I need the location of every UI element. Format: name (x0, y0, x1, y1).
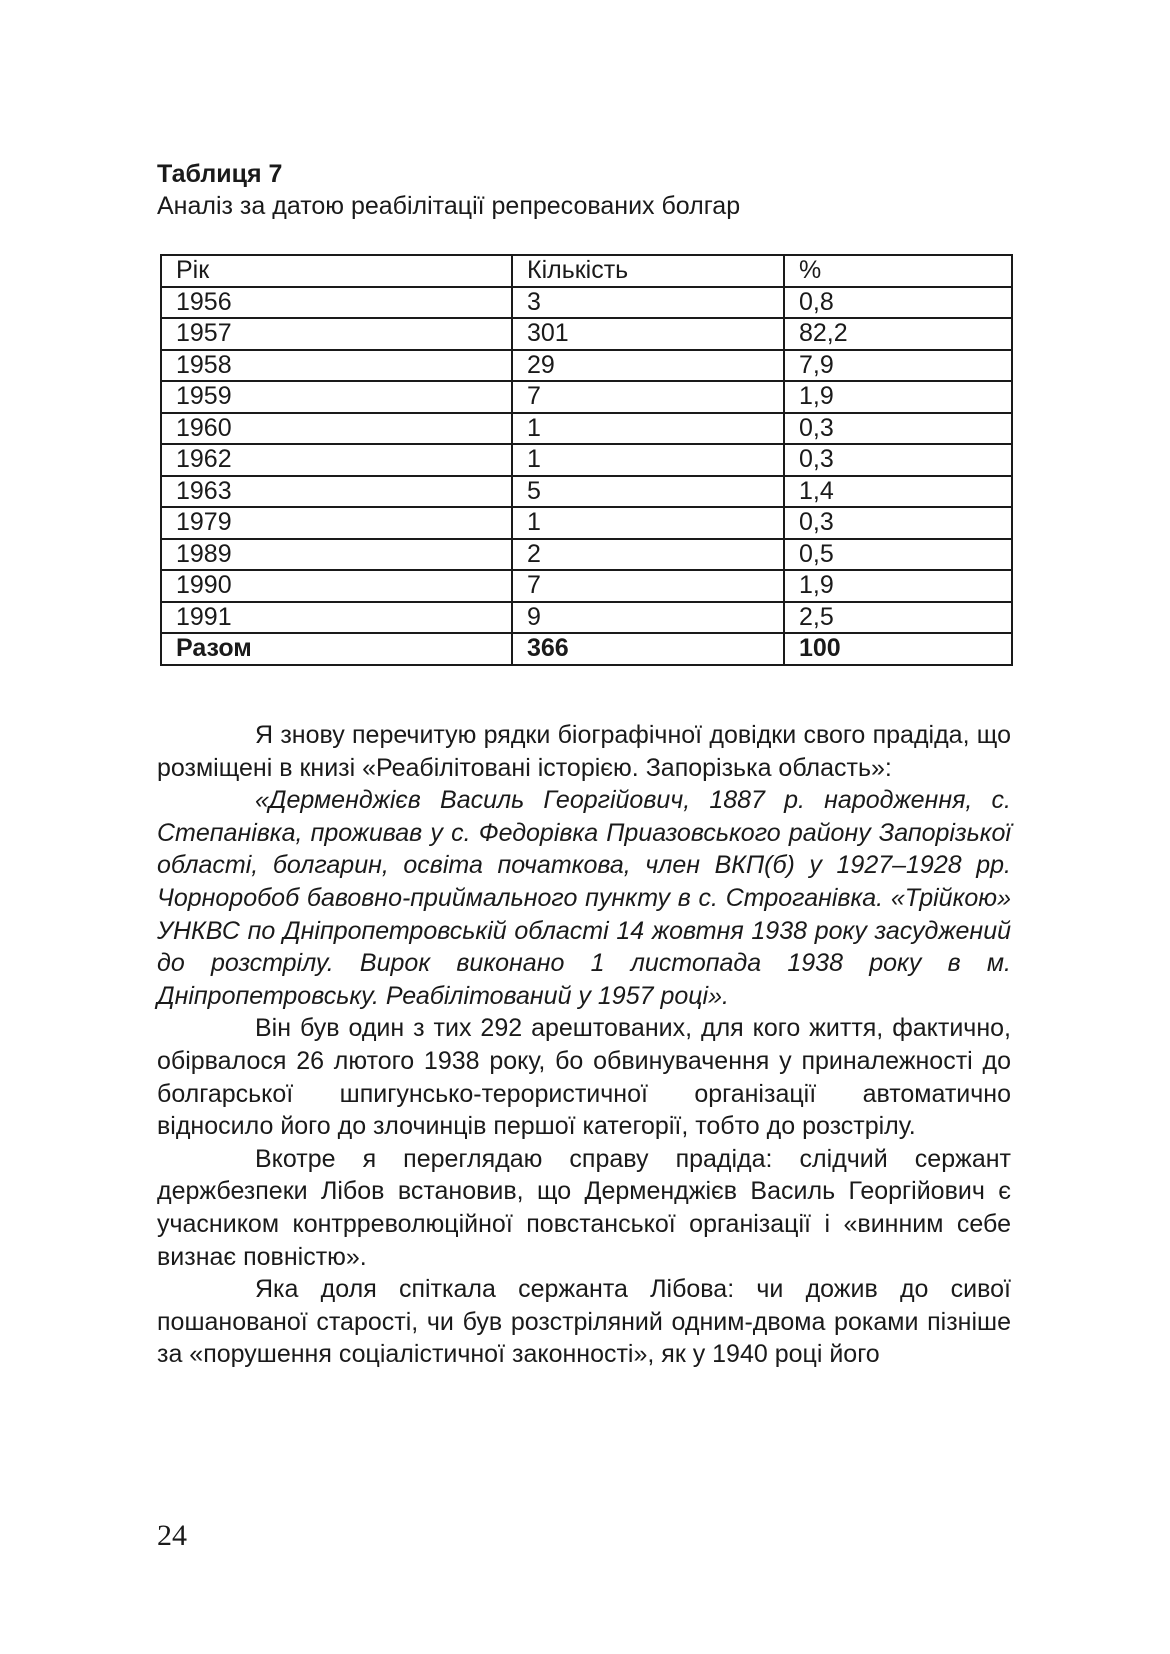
table-total-row (161, 633, 1012, 665)
table-caption: Аналіз за датою реабілітації репресованих болгар (157, 192, 741, 220)
count-cell: 5 (512, 476, 784, 508)
percent-cell: 82,2 (784, 318, 1012, 350)
paragraph: Він був один з тих 292 арештованих, для кого життя, фактично, обірвалося 26 лютого 1938 року, бо обвинувачення у приналежності до болгарської шпигунсько-терористичної організації автоматично відносило його до злочинців першої категорії, тобто до розстрілу. (157, 1014, 1011, 1141)
paragraph: Я знову перечитую рядки біографічної довідки свого прадіда, що розміщені в книзі «Реабілітовані історією. Запорізька область»: (157, 721, 1011, 782)
rehabilitation-table (160, 254, 1013, 666)
table-row (161, 287, 1012, 319)
year-cell: 1960 (161, 413, 512, 445)
count-cell: 3 (512, 287, 784, 319)
year-cell: 1959 (161, 381, 512, 413)
year-cell: 1990 (161, 570, 512, 602)
percent-cell: 0,8 (784, 287, 1012, 319)
table-row (161, 381, 1012, 413)
table-row (161, 602, 1012, 634)
count-cell: 1 (512, 413, 784, 445)
column-header-count: Кількість (512, 255, 784, 287)
percent-cell: 1,4 (784, 476, 1012, 508)
table-row (161, 507, 1012, 539)
table-row (161, 444, 1012, 476)
body-text (157, 719, 1011, 1371)
count-cell: 2 (512, 539, 784, 571)
year-cell: 1963 (161, 476, 512, 508)
table-row (161, 318, 1012, 350)
table-row (161, 413, 1012, 445)
percent-cell: 2,5 (784, 602, 1012, 634)
count-cell: 7 (512, 381, 784, 413)
total-label-cell: Разом (161, 633, 512, 665)
count-cell: 7 (512, 570, 784, 602)
percent-cell: 0,3 (784, 507, 1012, 539)
table-header-row (161, 255, 1012, 287)
paragraph: Яка доля спіткала сержанта Лібова: чи дожив до сивої пошанованої старості, чи був розстріляний одним-двома роками пізніше за «порушення соціалістичної законності», як у 1940 році його (157, 1275, 1011, 1369)
year-cell: 1979 (161, 507, 512, 539)
year-cell: 1958 (161, 350, 512, 382)
year-cell: 1991 (161, 602, 512, 634)
count-cell: 1 (512, 507, 784, 539)
table-row (161, 570, 1012, 602)
percent-cell: 1,9 (784, 381, 1012, 413)
table-title: Таблиця 7 (157, 160, 283, 188)
table-row (161, 539, 1012, 571)
total-count-cell: 366 (512, 633, 784, 665)
table-row (161, 476, 1012, 508)
count-cell: 9 (512, 602, 784, 634)
quote-paragraph: «Дерменджієв Василь Георгійович, 1887 р. народження, с. Степанівка, проживав у с. Федорівка Приазовського району Запорізької області, болгарин, освіта початкова, член ВКП(б) у 1927–1928 рр. Чорноробоб бавовно-приймального пункту в с. Строганівка. «Трійкою» УНКВС по Дніпропетровській області 14 жовтня 1938 року засуджений до розстрілу. Вирок виконано 1 листопада 1938 року в м. Дніпропетровську. Реабілітований у 1957 році». (157, 786, 1011, 1010)
count-cell: 1 (512, 444, 784, 476)
total-percent-cell: 100 (784, 633, 1012, 665)
column-header-percent: % (784, 255, 1012, 287)
percent-cell: 0,5 (784, 539, 1012, 571)
year-cell: 1957 (161, 318, 512, 350)
year-cell: 1989 (161, 539, 512, 571)
count-cell: 29 (512, 350, 784, 382)
page-number: 24 (157, 1519, 187, 1552)
percent-cell: 1,9 (784, 570, 1012, 602)
year-cell: 1956 (161, 287, 512, 319)
percent-cell: 0,3 (784, 413, 1012, 445)
paragraph: Вкотре я переглядаю справу прадіда: слідчий сержант держбезпеки Лібов встановив, що Дерменджієв Василь Георгійович є учасником контрреволюційної повстанської організації і «винним себе визнає повністю». (157, 1144, 1011, 1271)
table-row (161, 350, 1012, 382)
percent-cell: 0,3 (784, 444, 1012, 476)
count-cell: 301 (512, 318, 784, 350)
percent-cell: 7,9 (784, 350, 1012, 382)
year-cell: 1962 (161, 444, 512, 476)
column-header-year: Рік (161, 255, 512, 287)
